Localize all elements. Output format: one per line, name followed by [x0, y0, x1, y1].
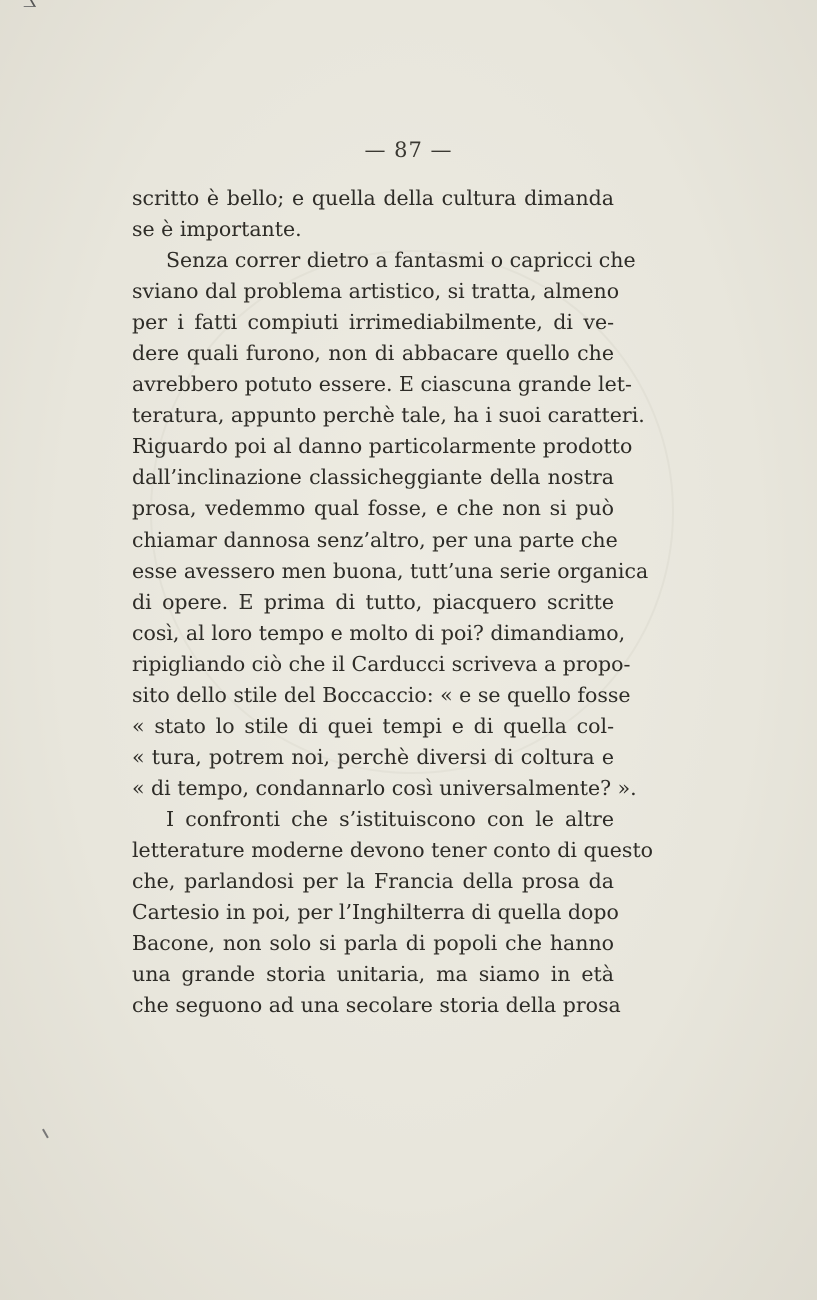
text-line: prosa, vedemmo qual fosse, e che non si può [132, 496, 614, 521]
text-line: così, al loro tempo e molto di poi? dimandiamo, [132, 620, 626, 645]
text-line: una grande storia unitaria, ma siamo in età [132, 962, 614, 987]
text-line: chiamar dannosa senz’altro, per una parte che [132, 527, 618, 552]
margin-mark [42, 1126, 54, 1139]
text-line: dere quali furono, non di abbacare quello che [132, 341, 614, 366]
body-text [132, 183, 654, 1021]
page-number: — 87 — [364, 138, 453, 162]
text-line: esse avessero men buona, tutt’una serie organica [132, 558, 649, 583]
text-line: « stato lo stile di quei tempi e di quella col- [132, 713, 614, 738]
text-line: Bacone, non solo si parla di popoli che hanno [132, 931, 614, 956]
text-line: letterature moderne devono tener conto di questo [132, 837, 654, 862]
text-line: dall’inclinazione classicheggiante della nostra [132, 465, 614, 490]
text-line: sito dello stile del Boccaccio: « e se quello fosse [132, 682, 631, 707]
text-line: avrebbero potuto essere. E ciascuna grande let- [132, 372, 632, 397]
text-line: sviano dal problema artistico, si tratta, almeno [132, 279, 620, 304]
text-line: I confronti che s’istituiscono con le altre [166, 806, 614, 831]
text-line: Cartesio in poi, per l’Inghilterra di quella dopo [132, 900, 619, 925]
text-line: scritto è bello; e quella della cultura dimanda [132, 186, 614, 210]
text-line: teratura, appunto perchè tale, ha i suoi caratteri. [132, 403, 645, 428]
text-line: di opere. E prima di tutto, piacquero scritte [132, 589, 614, 614]
text-line: Riguardo poi al danno particolarmente prodotto [132, 434, 633, 459]
corner-mark [20, 0, 36, 7]
text-line: Senza correr dietro a fantasmi o capricci che [166, 248, 636, 273]
text-line: che, parlandosi per la Francia della prosa da [132, 869, 614, 894]
text-line: per i fatti compiuti irrimediabilmente, di ve- [132, 310, 614, 335]
text-line: « di tempo, condannarlo così universalmente? ». [132, 775, 637, 800]
text-line: che seguono ad una secolare storia della prosa [132, 993, 621, 1018]
text-line: « tura, potrem noi, perchè diversi di coltura e [132, 744, 614, 769]
text-line: se è importante. [132, 217, 302, 242]
text-line: ripigliando ciò che il Carducci scriveva a propo- [132, 651, 631, 676]
